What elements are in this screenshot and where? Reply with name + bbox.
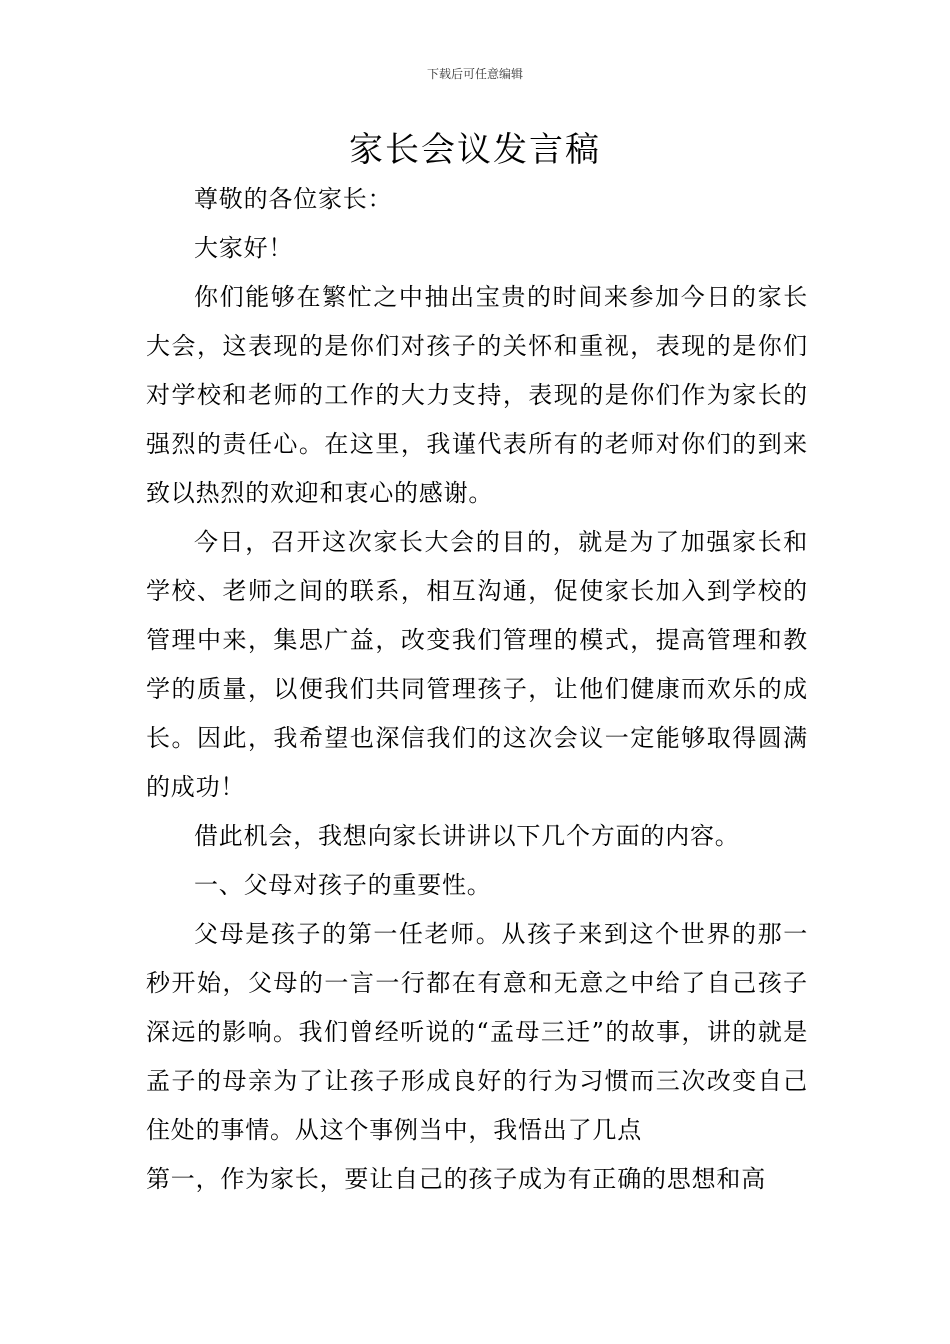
document-title: 家长会议发言稿 <box>349 130 601 170</box>
greeting: 大家好！ <box>194 234 294 262</box>
paragraph: 借此机会，我想向家长讲讲以下几个方面的内容。 <box>194 822 740 850</box>
section-heading: 一、父母对孩子的重要性。 <box>194 871 492 899</box>
paragraph: 第一，作为家长，要让自己的孩子成为有正确的思想和高 <box>146 1165 766 1193</box>
salutation: 尊敬的各位家长： <box>194 185 393 213</box>
paragraph: 今日，召开这次家长大会的目的，就是为了加强家长和学校、老师之间的联系，相互沟通，促使家长加入到学校的管理中来，集思广益，改变我们管理的模式，提高管理和教学的质量，以便我们共同管理孩子，让他们健康而欢乐的成长。因此，我希望也深信我们的这次会议一定能够取得圆满的成功！ <box>146 528 808 801</box>
paragraph: 你们能够在繁忙之中抽出宝贵的时间来参加今日的家长大会，这表现的是你们对孩子的关怀和重视，表现的是你们对学校和老师的工作的大力支持，表现的是你们作为家长的强烈的责任心。在这里，我谨代表所有的老师对你们的到来致以热烈的欢迎和衷心的感谢。 <box>146 283 808 507</box>
paragraph: 父母是孩子的第一任老师。从孩子来到这个世界的那一秒开始，父母的一言一行都在有意和无意之中给了自己孩子深远的影响。我们曾经听说的“孟母三迁”的故事，讲的就是孟子的母亲为了让孩子形成良好的行为习惯而三次改变自己住处的事情。从这个事例当中，我悟出了几点 <box>146 920 808 1144</box>
document-body <box>146 175 808 1204</box>
header-note: 下载后可任意编辑 <box>426 67 523 81</box>
